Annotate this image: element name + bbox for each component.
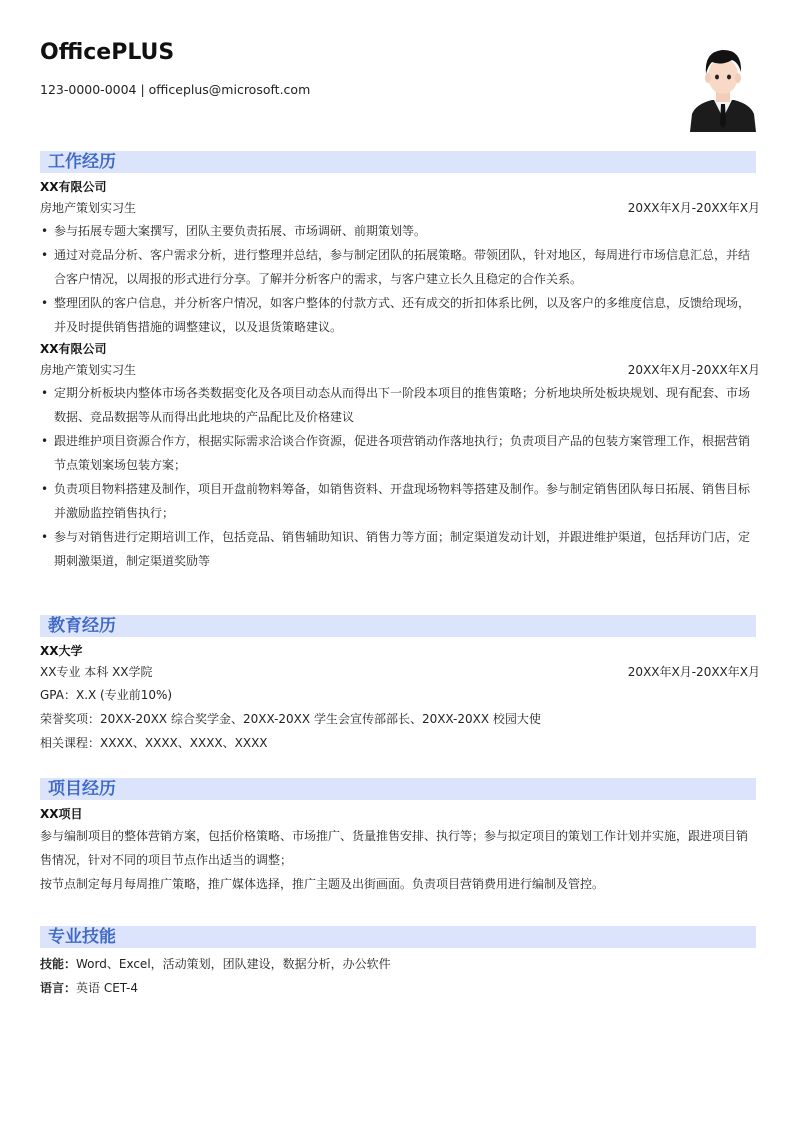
school-name: XX大学 <box>40 644 83 658</box>
skills-section-title: 专业技能 <box>40 926 756 948</box>
project-section <box>40 778 756 896</box>
skills-label: 技能： <box>40 957 77 971</box>
list-item: • 跟进维护项目资源合作方，根据实际需求洽谈合作资源，促进各项营销动作落地执行；负责项目产品的包装方案管理工作，根据营销节点策划案场包装方案； <box>40 429 756 477</box>
list-item: • 参与拓展专题大案撰写，团队主要负责拓展、市场调研、前期策划等。 <box>40 219 756 243</box>
role-line <box>40 197 760 219</box>
major: XX专业 本科 XX学院 <box>40 665 153 679</box>
work-section-title: 工作经历 <box>40 151 756 173</box>
language-line <box>40 976 756 1000</box>
company-name: XX有限公司 <box>40 180 107 194</box>
honors: 荣誉奖项：20XX-20XX 综合奖学金、20XX-20XX 学生会宣传部部长、20XX-20XX 校园大使 <box>40 712 541 726</box>
list-item: • 参与对销售进行定期培训工作，包括竞品、销售辅助知识、销售力等方面；制定渠道发动计划，并跟进维护渠道，包括拜访门店，定期刺激渠道，制定渠道奖励等 <box>40 525 756 573</box>
skills-line <box>40 952 756 976</box>
education-section <box>40 615 760 755</box>
project-section-title: 项目经历 <box>40 778 756 800</box>
bullet-list <box>40 381 756 573</box>
work-entry <box>40 339 760 573</box>
contact-info: 123-0000-0004 | officeplus@microsoft.com <box>40 82 311 97</box>
project-description: 按节点制定每月每周推广策略，推广媒体选择，推广主题及出街画面。负责项目营销费用进行编制及管控。 <box>40 877 605 891</box>
gpa: GPA：X.X (专业前10%) <box>40 688 173 702</box>
language-label: 语言： <box>40 981 77 995</box>
major-line <box>40 661 760 683</box>
role: 房地产策划实习生 <box>40 363 137 377</box>
list-item: • 负责项目物料搭建及制作，项目开盘前物料筹备，如销售资料、开盘现场物料等搭建及制作。参与制定销售团队每日拓展、销售目标并激励监控销售执行； <box>40 477 756 525</box>
list-item: • 通过对竞品分析、客户需求分析，进行整理并总结，参与制定团队的拓展策略。带领团队，针对地区，每周进行市场信息汇总，并结合客户情况，以周报的形式进行分享。了解并分析客户的需求，与客户建立长久且稳定的合作关系。 <box>40 243 756 291</box>
education-section-title: 教育经历 <box>40 615 756 637</box>
skills-value: Word、Excel，活动策划，团队建设，数据分析，办公软件 <box>76 957 391 971</box>
list-item: • 定期分析板块内整体市场各类数据变化及各项目动态从而得出下一阶段本项目的推售策略；分析地块所处板块规划、现有配套、市场数据、竞品数据等从而得出此地块的产品配比及价格建议 <box>40 381 756 429</box>
date-range: 20XX年X月-20XX年X月 <box>627 665 760 679</box>
bullet-list <box>40 219 756 339</box>
list-item: • 整理团队的客户信息，并分析客户情况，如客户整体的付款方式、还有成交的折扣体系比例，以及客户的多维度信息，反馈给现场，并及时提供销售措施的调整建议，以及退货策略建议。 <box>40 291 756 339</box>
project-description: 参与编制项目的整体营销方案，包括价格策略、市场推广、货量推售安排、执行等；参与拟定项目的策划工作计划并实施，跟进项目销售情况，针对不同的项目节点作出适当的调整； <box>40 829 749 867</box>
project-name: XX项目 <box>40 807 83 821</box>
candidate-name: OfficePLUS <box>40 40 175 65</box>
date-range: 20XX年X月-20XX年X月 <box>627 363 760 377</box>
date-range: 20XX年X月-20XX年X月 <box>627 201 760 215</box>
language-value: 英语 CET-4 <box>76 981 138 995</box>
skills-section <box>40 926 756 1000</box>
avatar <box>688 40 758 132</box>
work-section <box>40 151 760 573</box>
courses: 相关课程：XXXX、XXXX、XXXX、XXXX <box>40 736 268 750</box>
company-name: XX有限公司 <box>40 342 107 356</box>
work-entry <box>40 177 760 339</box>
role-line <box>40 359 760 381</box>
role: 房地产策划实习生 <box>40 201 137 215</box>
